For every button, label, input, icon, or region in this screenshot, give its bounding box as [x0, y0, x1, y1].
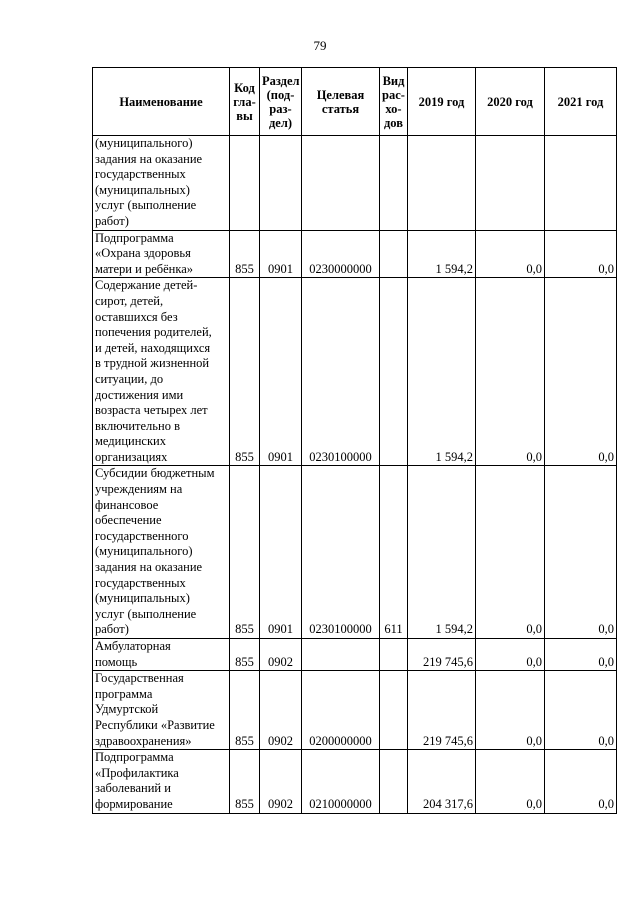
- row-2020: 0,0: [476, 671, 545, 750]
- row-target-article: 0230100000: [302, 466, 380, 639]
- row-section: 0901: [260, 230, 302, 278]
- row-expense-type: 611: [380, 466, 408, 639]
- row-expense-type: [380, 750, 408, 813]
- row-2019: 219 745,6: [408, 671, 476, 750]
- table-header: [93, 68, 617, 136]
- header-2020: 2020 год: [476, 68, 545, 136]
- row-expense-type: [380, 230, 408, 278]
- row-2021: [545, 136, 617, 231]
- row-2021: 0,0: [545, 230, 617, 278]
- row-2020: 0,0: [476, 750, 545, 813]
- row-chapter-code: 855: [230, 639, 260, 671]
- row-name: Подпрограмма «Профилактика заболеваний и формирование: [93, 750, 230, 813]
- row-section: [260, 136, 302, 231]
- row-2020: [476, 136, 545, 231]
- row-2021: 0,0: [545, 466, 617, 639]
- table-row: [93, 136, 617, 231]
- header-row: [93, 68, 617, 136]
- header-target-article: Целевая статья: [302, 68, 380, 136]
- row-expense-type: [380, 278, 408, 466]
- row-name: (муниципального) задания на оказание государственных (муниципальных) услуг (выполнение работ): [93, 136, 230, 231]
- row-2019: 219 745,6: [408, 639, 476, 671]
- table-row: [93, 230, 617, 278]
- row-chapter-code: 855: [230, 230, 260, 278]
- row-2021: 0,0: [545, 278, 617, 466]
- row-target-article: 0210000000: [302, 750, 380, 813]
- table-body: [93, 136, 617, 814]
- header-section: Раздел (под- раз- дел): [260, 68, 302, 136]
- table-row: [93, 639, 617, 671]
- row-2021: 0,0: [545, 671, 617, 750]
- row-2020: 0,0: [476, 639, 545, 671]
- row-target-article: 0230000000: [302, 230, 380, 278]
- table-row: [93, 278, 617, 466]
- header-chapter-code: Код гла- вы: [230, 68, 260, 136]
- row-name: Субсидии бюджетным учреждениям на финансовое обеспечение государственного (муниципального) задания на оказание государственных (муниципальных) услуг (выполнение работ): [93, 466, 230, 639]
- row-2020: 0,0: [476, 466, 545, 639]
- header-expense-type: Вид рас- хо- дов: [380, 68, 408, 136]
- row-chapter-code: [230, 136, 260, 231]
- row-target-article: 0230100000: [302, 278, 380, 466]
- row-expense-type: [380, 136, 408, 231]
- row-chapter-code: 855: [230, 278, 260, 466]
- row-section: 0902: [260, 639, 302, 671]
- row-2021: 0,0: [545, 639, 617, 671]
- row-2019: 204 317,6: [408, 750, 476, 813]
- row-chapter-code: 855: [230, 466, 260, 639]
- row-name: Амбулаторная помощь: [93, 639, 230, 671]
- row-expense-type: [380, 639, 408, 671]
- header-name: Наименование: [93, 68, 230, 136]
- budget-table: [92, 67, 617, 814]
- row-2020: 0,0: [476, 230, 545, 278]
- table-row: [93, 750, 617, 813]
- row-2021: 0,0: [545, 750, 617, 813]
- table-row: [93, 671, 617, 750]
- header-2021: 2021 год: [545, 68, 617, 136]
- table-row: [93, 466, 617, 639]
- row-2019: [408, 136, 476, 231]
- row-section: 0902: [260, 750, 302, 813]
- row-name: Содержание детей- сирот, детей, оставшихся без попечения родителей, и детей, находящихся в трудной жизненной ситуации, до достижения ими возраста четырех лет включительно в медицинских организациях: [93, 278, 230, 466]
- row-2019: 1 594,2: [408, 466, 476, 639]
- row-expense-type: [380, 671, 408, 750]
- row-name: Государственная программа Удмуртской Республики «Развитие здравоохранения»: [93, 671, 230, 750]
- row-target-article: 0200000000: [302, 671, 380, 750]
- row-section: 0901: [260, 466, 302, 639]
- row-name: Подпрограмма «Охрана здоровья матери и ребёнка»: [93, 230, 230, 278]
- header-2019: 2019 год: [408, 68, 476, 136]
- row-section: 0902: [260, 671, 302, 750]
- row-target-article: [302, 136, 380, 231]
- row-section: 0901: [260, 278, 302, 466]
- page-number: 79: [313, 38, 327, 53]
- row-2019: 1 594,2: [408, 278, 476, 466]
- row-chapter-code: 855: [230, 671, 260, 750]
- row-target-article: [302, 639, 380, 671]
- row-2020: 0,0: [476, 278, 545, 466]
- row-chapter-code: 855: [230, 750, 260, 813]
- row-2019: 1 594,2: [408, 230, 476, 278]
